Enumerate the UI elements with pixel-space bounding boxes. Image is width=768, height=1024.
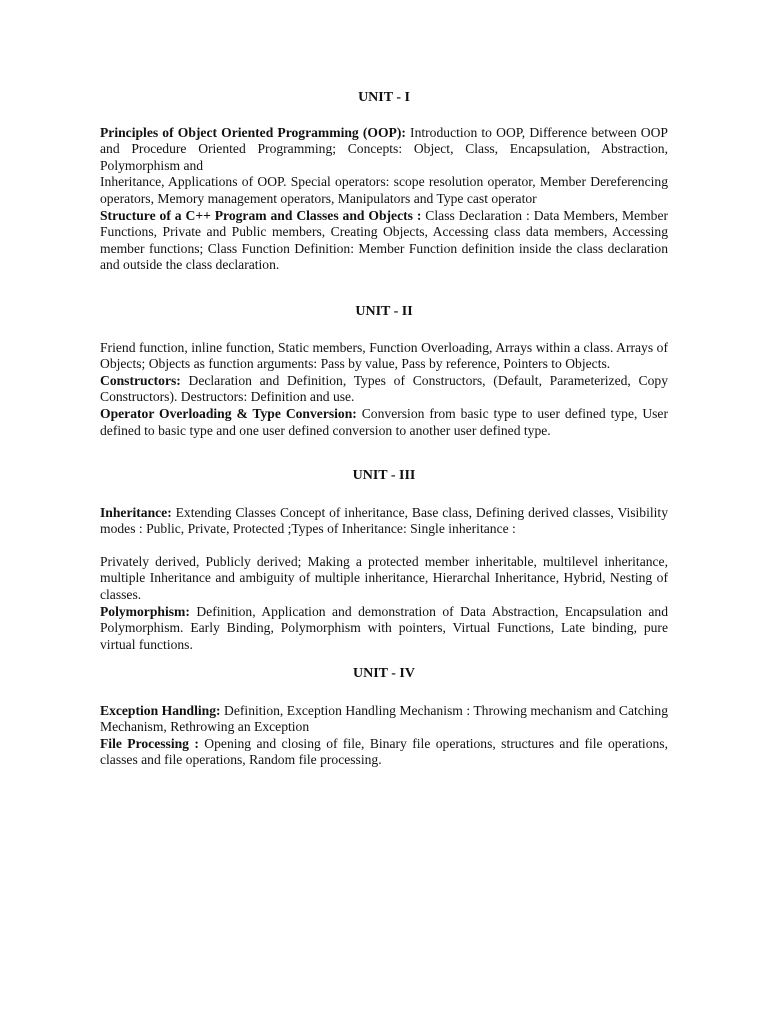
unit-1-paragraph-3 — [100, 208, 668, 274]
unit-4-paragraph-1-heading: Exception Handling: — [100, 702, 221, 718]
unit-4-paragraph-2-heading: File Processing : — [100, 735, 199, 751]
unit-2-paragraph-1-text: Friend function, inline function, Static members, Function Overloading, Arrays within a class. Arrays of Objects; Objects as function arguments: Pass by value, Pass by reference, Pointers to Objects. — [100, 339, 668, 372]
unit-4-paragraph-2 — [100, 736, 668, 769]
unit-1-paragraph-1-text: Introduction to OOP, Difference between OOP and Procedure Oriented Programming; Concepts: Object, Class, Encapsulation, Abstraction, Polymorphism and — [100, 124, 668, 173]
unit-1-paragraph-3-heading: Structure of a C++ Program and Classes and Objects : — [100, 207, 422, 223]
unit-3-paragraph-1 — [100, 505, 668, 538]
unit-2-paragraph-3 — [100, 406, 668, 439]
unit-3-paragraph-1-heading: Inheritance: — [100, 504, 172, 520]
unit-1-paragraph-2-text: Inheritance, Applications of OOP. Special operators: scope resolution operator, Member Dereferencing operators, Memory management operators, Manipulators and Type cast operator — [100, 174, 668, 206]
unit-1-paragraph-1 — [100, 125, 668, 175]
unit-3-section — [100, 468, 668, 653]
unit-4-section — [100, 666, 668, 769]
unit-3-paragraph-3-text: Definition, Application and demonstration of Data Abstraction, Encapsulation and Polymorphism. Early Binding, Polymorphism with pointers, Virtual Functions, Late binding, pure virtual functions. — [100, 603, 668, 652]
unit-3-paragraph-3 — [100, 604, 668, 654]
unit-3-title: UNIT - III — [352, 468, 416, 483]
unit-1-paragraph-1-heading: Principles of Object Oriented Programming (OOP): — [100, 124, 406, 140]
unit-4-paragraph-2-text: Opening and closing of file, Binary file operations, structures and file operations, classes and file operations, Random file processing. — [100, 735, 668, 768]
unit-2-section — [100, 304, 668, 439]
unit-4-paragraph-1-text: Definition, Exception Handling Mechanism : Throwing mechanism and Catching Mechanism, Rethrowing an Exception — [100, 702, 668, 735]
unit-3-blank-line — [100, 538, 668, 554]
unit-3-paragraph-2-text: Privately derived, Publicly derived; Making a protected member inheritable, multilevel inheritance, multiple Inheritance and ambiguity of multiple inheritance, Hierarchal Inheritance, Hybrid, Nesting of classes. — [100, 553, 668, 602]
unit-4-paragraph-1 — [100, 703, 668, 736]
unit-2-paragraph-1 — [100, 340, 668, 373]
unit-2-paragraph-2 — [100, 373, 668, 406]
unit-2-paragraph-3-text: Conversion from basic type to user defined type, User defined to basic type and one user defined conversion to another user defined type. — [100, 405, 668, 438]
unit-2-title: UNIT - II — [355, 304, 413, 319]
unit-1-title: UNIT - I — [358, 90, 410, 105]
unit-2-paragraph-2-heading: Constructors: — [100, 372, 181, 388]
unit-3-paragraph-3-heading: Polymorphism: — [100, 603, 190, 619]
unit-3-paragraph-2 — [100, 554, 668, 604]
unit-2-paragraph-2-text: Declaration and Definition, Types of Constructors, (Default, Parameterized, Copy Constructors). Destructors: Definition and use. — [100, 372, 668, 405]
unit-1-paragraph-3-text: Class Declaration : Data Members, Member Functions, Private and Public members, Creating Objects, Accessing class data members, Accessing member functions; Class Function Definition: Member Function definition inside the class declaration and outside the class declaration. — [100, 207, 669, 273]
unit-3-paragraph-1-text: Extending Classes Concept of inheritance, Base class, Defining derived classes, Visibility modes : Public, Private, Protected ;Types of Inheritance: Single inheritance : — [100, 504, 668, 537]
unit-1-paragraph-2 — [100, 174, 668, 207]
unit-2-paragraph-3-heading: Operator Overloading & Type Conversion: — [100, 405, 357, 421]
unit-1-section — [100, 90, 668, 274]
unit-4-title: UNIT - IV — [353, 666, 415, 681]
